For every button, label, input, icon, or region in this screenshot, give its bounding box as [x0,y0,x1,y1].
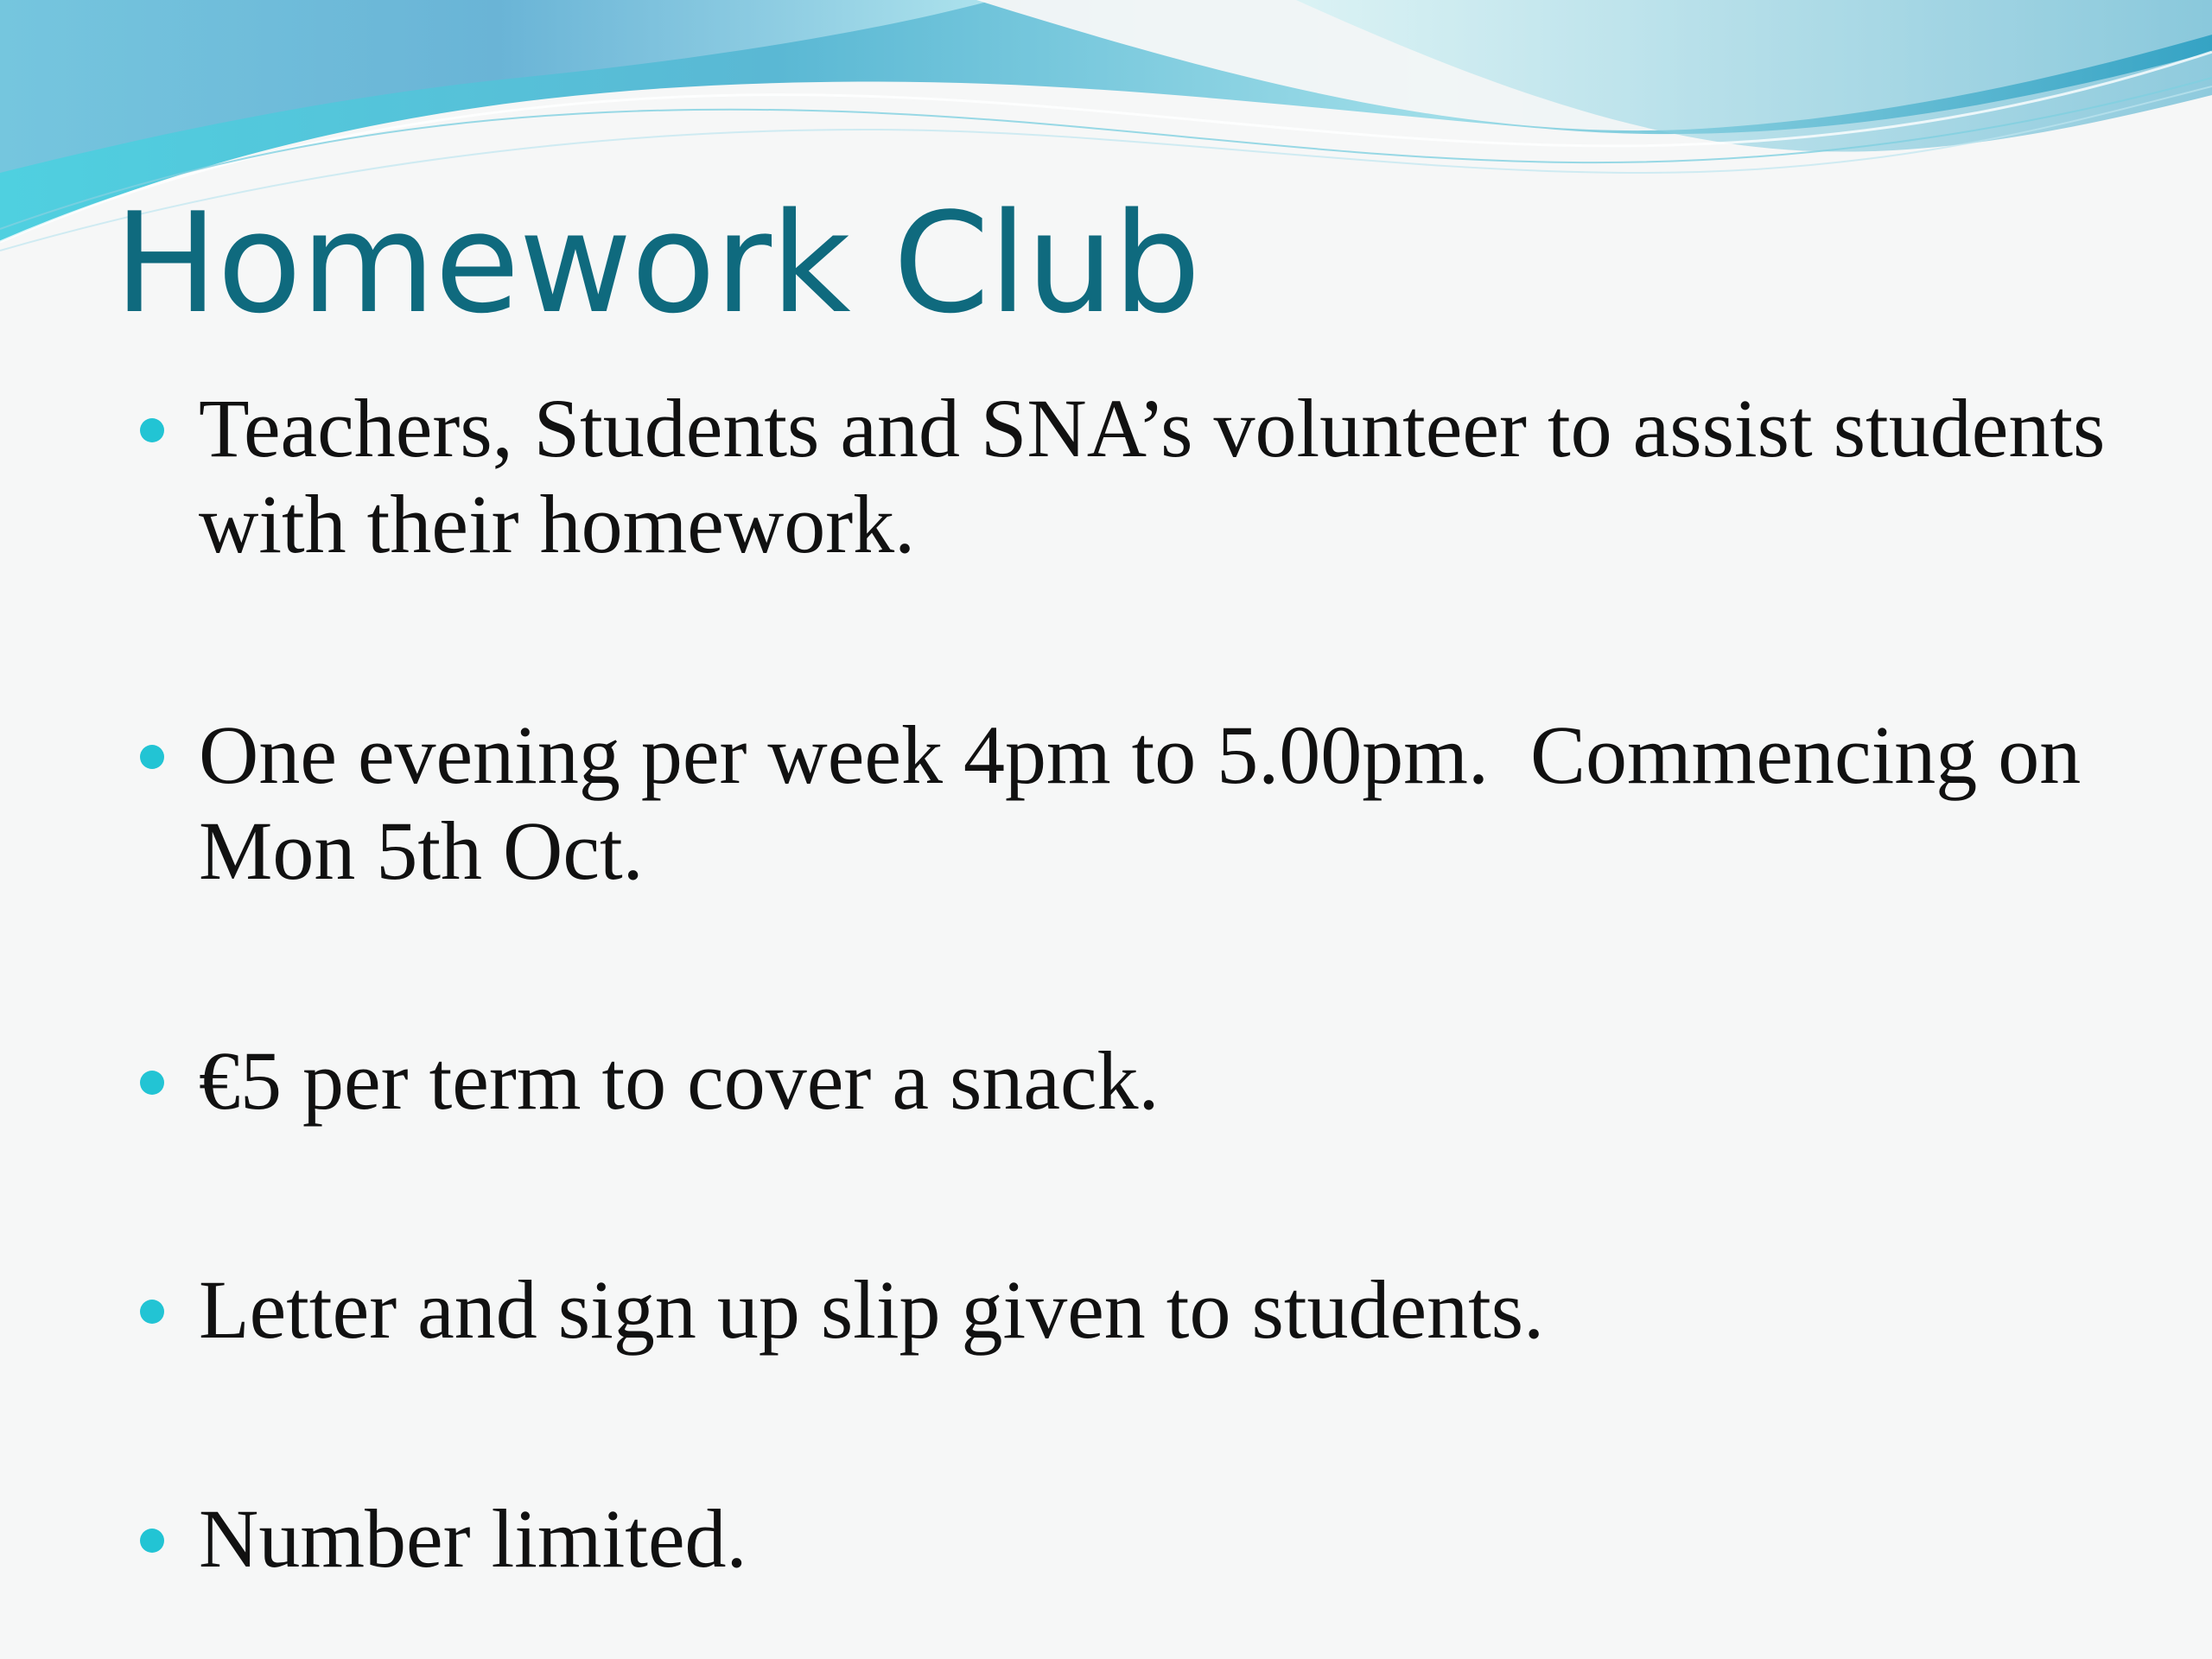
bullet-dot-icon [140,1071,164,1095]
bullet-item [199,380,2134,572]
slide-title: Homework Club [114,182,1200,344]
bullet-item [199,707,2134,899]
bullet-text: One evening per week 4pm to 5.00pm. Commencing on Mon 5th Oct. [199,709,2102,897]
bullet-dot-icon [140,1300,164,1324]
bullet-dot-icon [140,745,164,769]
bullet-text: €5 per term to cover a snack. [199,1034,1160,1127]
bullet-dot-icon [140,418,164,442]
bullet-text: Teachers, Students and SNA’s volunteer to assist students with their homework. [199,382,2106,570]
bullet-item [199,1033,2134,1128]
bullet-item [199,1491,2134,1586]
bullet-text: Number limited. [199,1492,747,1585]
bullet-item [199,1262,2134,1357]
bullet-text: Letter and sign up slip given to students. [199,1263,1545,1356]
bullet-dot-icon [140,1529,164,1553]
